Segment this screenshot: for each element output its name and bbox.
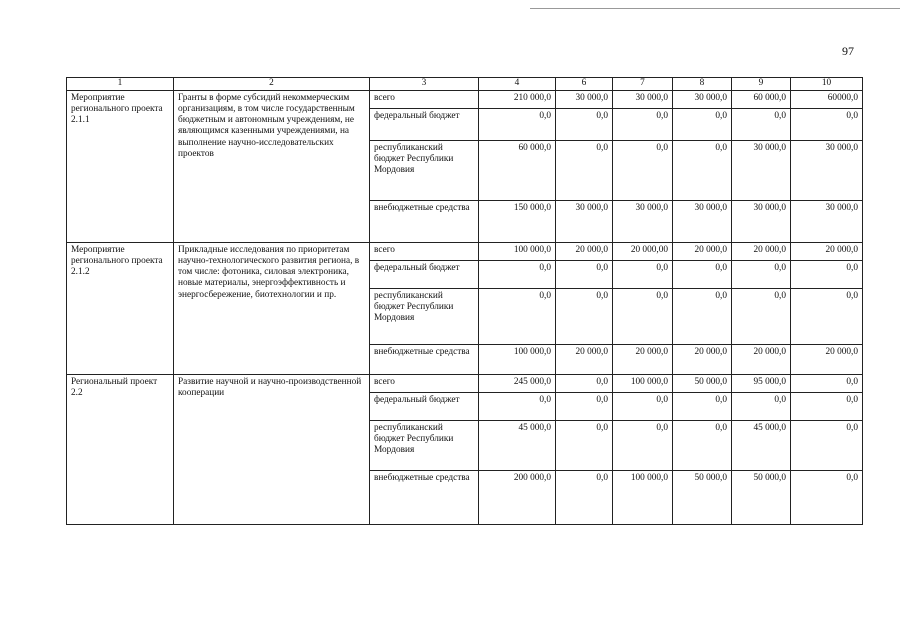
- funding-source-cell: всего: [370, 243, 479, 261]
- amount-cell: 0,0: [673, 421, 732, 471]
- amount-cell: 95 000,0: [732, 375, 791, 393]
- amount-cell: 0,0: [732, 109, 791, 141]
- amount-cell: 20 000,0: [556, 345, 613, 375]
- funding-source-cell: внебюджетные средства: [370, 471, 479, 525]
- project-description-cell: Развитие научной и научно-производственной кооперации: [174, 375, 370, 525]
- amount-cell: 30 000,0: [556, 201, 613, 243]
- scan-edge-line: [530, 8, 900, 9]
- amount-cell: 45 000,0: [732, 421, 791, 471]
- amount-cell: 50 000,0: [673, 375, 732, 393]
- amount-cell: 30 000,0: [673, 91, 732, 109]
- amount-cell: 0,0: [556, 109, 613, 141]
- amount-cell: 0,0: [673, 393, 732, 421]
- amount-cell: 0,0: [613, 421, 673, 471]
- amount-cell: 100 000,0: [479, 243, 556, 261]
- amount-cell: 0,0: [732, 261, 791, 289]
- amount-cell: 60000,0: [791, 91, 863, 109]
- amount-cell: 20 000,0: [613, 345, 673, 375]
- amount-cell: 20 000,0: [732, 345, 791, 375]
- amount-cell: 30 000,0: [732, 141, 791, 201]
- amount-cell: 0,0: [673, 109, 732, 141]
- table-row: [67, 91, 863, 109]
- header-cell: 10: [791, 78, 863, 91]
- amount-cell: 50 000,0: [673, 471, 732, 525]
- amount-cell: 0,0: [791, 375, 863, 393]
- amount-cell: 20 000,0: [556, 243, 613, 261]
- funding-source-cell: внебюджетные средства: [370, 201, 479, 243]
- amount-cell: 0,0: [791, 109, 863, 141]
- amount-cell: 0,0: [791, 261, 863, 289]
- amount-cell: 30 000,0: [791, 141, 863, 201]
- budget-table: [66, 77, 863, 525]
- amount-cell: 245 000,0: [479, 375, 556, 393]
- header-cell: 1: [67, 78, 174, 91]
- project-description-cell: Прикладные исследования по приоритетам научно-технологического развития региона, в том числе: фотоника, силовая электроника, новые материалы, энергоэффективность и энергосбережение, биотехнологии и пр.: [174, 243, 370, 375]
- amount-cell: 30 000,0: [613, 201, 673, 243]
- amount-cell: 0,0: [479, 261, 556, 289]
- amount-cell: 0,0: [556, 471, 613, 525]
- amount-cell: 0,0: [479, 109, 556, 141]
- amount-cell: 200 000,0: [479, 471, 556, 525]
- amount-cell: 0,0: [556, 375, 613, 393]
- funding-source-cell: всего: [370, 375, 479, 393]
- project-description-cell: Гранты в форме субсидий некоммерческим организациям, в том числе государственным бюджетным и автономным учреждениям, не являющимся казенными учреждениями, на выполнение научно-исследовательских проектов: [174, 91, 370, 243]
- amount-cell: 60 000,0: [732, 91, 791, 109]
- amount-cell: 30 000,0: [556, 91, 613, 109]
- amount-cell: 20 000,0: [673, 345, 732, 375]
- amount-cell: 0,0: [613, 261, 673, 289]
- amount-cell: 20 000,0: [673, 243, 732, 261]
- project-name-cell: Региональный проект 2.2: [67, 375, 174, 525]
- amount-cell: 0,0: [556, 261, 613, 289]
- amount-cell: 30 000,0: [791, 201, 863, 243]
- header-cell: 7: [613, 78, 673, 91]
- funding-source-cell: федеральный бюджет: [370, 393, 479, 421]
- funding-source-cell: всего: [370, 91, 479, 109]
- amount-cell: 30 000,0: [732, 201, 791, 243]
- amount-cell: 0,0: [613, 289, 673, 345]
- amount-cell: 0,0: [556, 393, 613, 421]
- header-row: [67, 78, 863, 91]
- amount-cell: 20 000,0: [791, 345, 863, 375]
- table-row: [67, 375, 863, 393]
- header-cell: 8: [673, 78, 732, 91]
- funding-source-cell: республиканский бюджет Республики Мордовия: [370, 141, 479, 201]
- amount-cell: 100 000,0: [613, 375, 673, 393]
- project-name-cell: Мероприятие регионального проекта 2.1.2: [67, 243, 174, 375]
- amount-cell: 0,0: [613, 109, 673, 141]
- project-name-cell: Мероприятие регионального проекта 2.1.1: [67, 91, 174, 243]
- header-cell: 6: [556, 78, 613, 91]
- page-number: 97: [842, 44, 854, 58]
- funding-source-cell: федеральный бюджет: [370, 109, 479, 141]
- amount-cell: 0,0: [673, 261, 732, 289]
- amount-cell: 0,0: [673, 141, 732, 201]
- header-cell: 3: [370, 78, 479, 91]
- amount-cell: 0,0: [791, 421, 863, 471]
- amount-cell: 100 000,0: [613, 471, 673, 525]
- amount-cell: 0,0: [556, 289, 613, 345]
- amount-cell: 20 000,0: [791, 243, 863, 261]
- amount-cell: 30 000,0: [613, 91, 673, 109]
- amount-cell: 0,0: [479, 393, 556, 421]
- amount-cell: 0,0: [479, 289, 556, 345]
- amount-cell: 0,0: [791, 289, 863, 345]
- amount-cell: 50 000,0: [732, 471, 791, 525]
- funding-source-cell: республиканский бюджет Республики Мордовия: [370, 421, 479, 471]
- amount-cell: 0,0: [556, 421, 613, 471]
- amount-cell: 210 000,0: [479, 91, 556, 109]
- amount-cell: 0,0: [732, 289, 791, 345]
- funding-source-cell: федеральный бюджет: [370, 261, 479, 289]
- amount-cell: 20 000,0: [732, 243, 791, 261]
- amount-cell: 30 000,0: [673, 201, 732, 243]
- header-cell: 4: [479, 78, 556, 91]
- amount-cell: 150 000,0: [479, 201, 556, 243]
- amount-cell: 0,0: [791, 393, 863, 421]
- funding-source-cell: внебюджетные средства: [370, 345, 479, 375]
- amount-cell: 0,0: [791, 471, 863, 525]
- header-cell: 2: [174, 78, 370, 91]
- amount-cell: 20 000,00: [613, 243, 673, 261]
- amount-cell: 60 000,0: [479, 141, 556, 201]
- amount-cell: 0,0: [613, 141, 673, 201]
- amount-cell: 45 000,0: [479, 421, 556, 471]
- amount-cell: 100 000,0: [479, 345, 556, 375]
- amount-cell: 0,0: [613, 393, 673, 421]
- header-cell: 9: [732, 78, 791, 91]
- amount-cell: 0,0: [673, 289, 732, 345]
- table-row: [67, 243, 863, 261]
- funding-source-cell: республиканский бюджет Республики Мордовия: [370, 289, 479, 345]
- amount-cell: 0,0: [732, 393, 791, 421]
- amount-cell: 0,0: [556, 141, 613, 201]
